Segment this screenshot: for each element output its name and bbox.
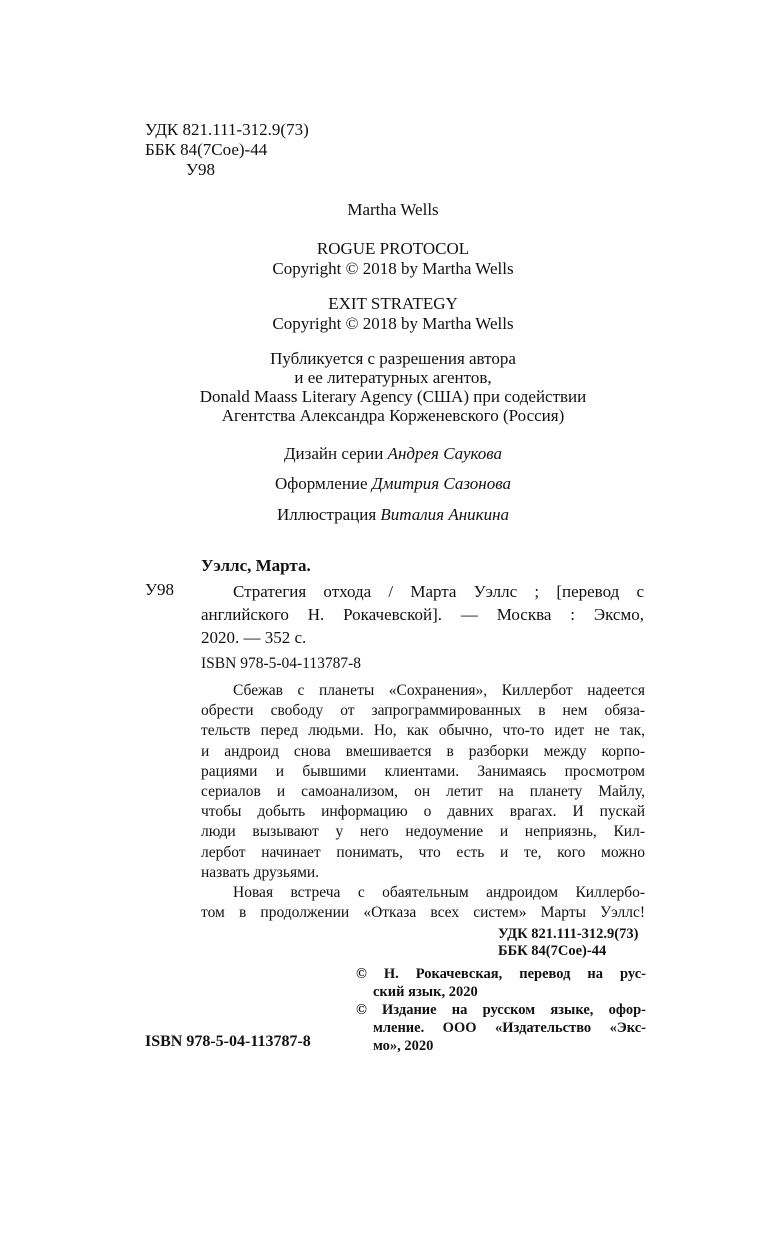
annotation-line: Новая встреча с обаятельным андроидом Киллербо- bbox=[233, 884, 645, 902]
author-name-en: Martha Wells bbox=[347, 200, 439, 219]
copyright-line: © Издание на русском языке, офор- bbox=[356, 1002, 646, 1018]
credit-name: Дмитрия Сазонова bbox=[371, 474, 511, 493]
work-rogue-protocol bbox=[0, 239, 768, 279]
credit-illustration bbox=[0, 505, 768, 525]
permission-line: Агентства Александра Корженевского (Россия) bbox=[221, 406, 565, 425]
annotation-line: назвать друзьями. bbox=[201, 863, 320, 881]
credit-role: Дизайн серии bbox=[283, 444, 384, 463]
work-title: EXIT STRATEGY bbox=[328, 294, 458, 313]
udk-code: УДК 821.111-312.9(73) bbox=[498, 926, 639, 942]
permission-note bbox=[0, 349, 768, 425]
bbk-code: ББК 84(7Сое)-44 bbox=[498, 943, 607, 959]
annotation-line: чтобы добыть информацию о давних врагах. И пускай bbox=[201, 803, 645, 821]
catalog-heading: Уэллс, Марта. bbox=[201, 556, 311, 575]
permission-line: Donald Maass Literary Agency (США) при содействии bbox=[199, 387, 587, 406]
credit-name: Виталия Аникина bbox=[380, 505, 510, 524]
annotation-line: лербот начинает понимать, что есть и те, кого можно bbox=[201, 843, 645, 861]
work-exit-strategy bbox=[0, 294, 768, 334]
annotation bbox=[201, 681, 645, 923]
permission-line: и ее литературных агентов, bbox=[294, 368, 492, 387]
permission-line: Публикуется с разрешения автора bbox=[270, 349, 516, 368]
classification-codes bbox=[145, 120, 309, 180]
annotation-line: и андроид снова вмешивается в разборки между корпо- bbox=[201, 742, 645, 760]
annotation-line: сериалов и самоанализом, он летит на планету Майлу, bbox=[201, 783, 645, 801]
catalog-isbn: ISBN 978-5-04-113787-8 bbox=[201, 655, 362, 672]
credit-layout bbox=[0, 474, 768, 494]
catalog-line: английского Н. Рокачевской]. — Москва : Эксмо, bbox=[201, 605, 644, 624]
udk-code: УДК 821.111-312.9(73) bbox=[145, 120, 309, 139]
annotation-line: люди вызывают у него недоумение и неприязнь, Кил- bbox=[201, 823, 645, 841]
codes-right bbox=[498, 926, 638, 960]
credit-design bbox=[0, 444, 768, 464]
bbk-code: ББК 84(7Сое)-44 bbox=[145, 140, 268, 159]
copyright-line: мо», 2020 bbox=[373, 1038, 434, 1054]
annotation-line: тельств перед людьми. Но, как обычно, что-то идет не так, bbox=[201, 722, 645, 740]
catalog-line: 2020. — 352 с. bbox=[201, 628, 307, 647]
copyright-line: © Н. Рокачевская, перевод на рус- bbox=[356, 966, 646, 982]
credit-name: Андрея Саукова bbox=[387, 444, 503, 463]
annotation-line: обрести свободу от запрограммированных в нем обяза- bbox=[201, 702, 645, 720]
isbn-bottom: ISBN 978-5-04-113787-8 bbox=[145, 1033, 311, 1050]
credit-role: Иллюстрация bbox=[276, 505, 377, 524]
annotation-line: том в продолжении «Отказа всех систем» Марты Уэллс! bbox=[201, 904, 645, 922]
copyright-notices bbox=[356, 965, 646, 1055]
copyright-line: ский язык, 2020 bbox=[373, 984, 478, 1000]
catalog-line: Стратегия отхода / Марта Уэллс ; [перевод с bbox=[233, 582, 644, 601]
author-mark: У98 bbox=[186, 160, 216, 179]
catalog-entry bbox=[201, 580, 644, 649]
credit-role: Оформление bbox=[275, 474, 368, 493]
copyright-line: мление. ООО «Издательство «Экс- bbox=[373, 1020, 646, 1036]
catalog-code: У98 bbox=[145, 580, 175, 599]
work-copyright: Copyright © 2018 by Martha Wells bbox=[272, 314, 514, 333]
annotation-line: Сбежав с планеты «Сохранения», Киллербот надеется bbox=[233, 682, 645, 699]
work-copyright: Copyright © 2018 by Martha Wells bbox=[272, 259, 514, 278]
annotation-line: рациями и бывшими клиентами. Занимаясь просмотром bbox=[201, 762, 645, 780]
work-title: ROGUE PROTOCOL bbox=[316, 239, 470, 258]
